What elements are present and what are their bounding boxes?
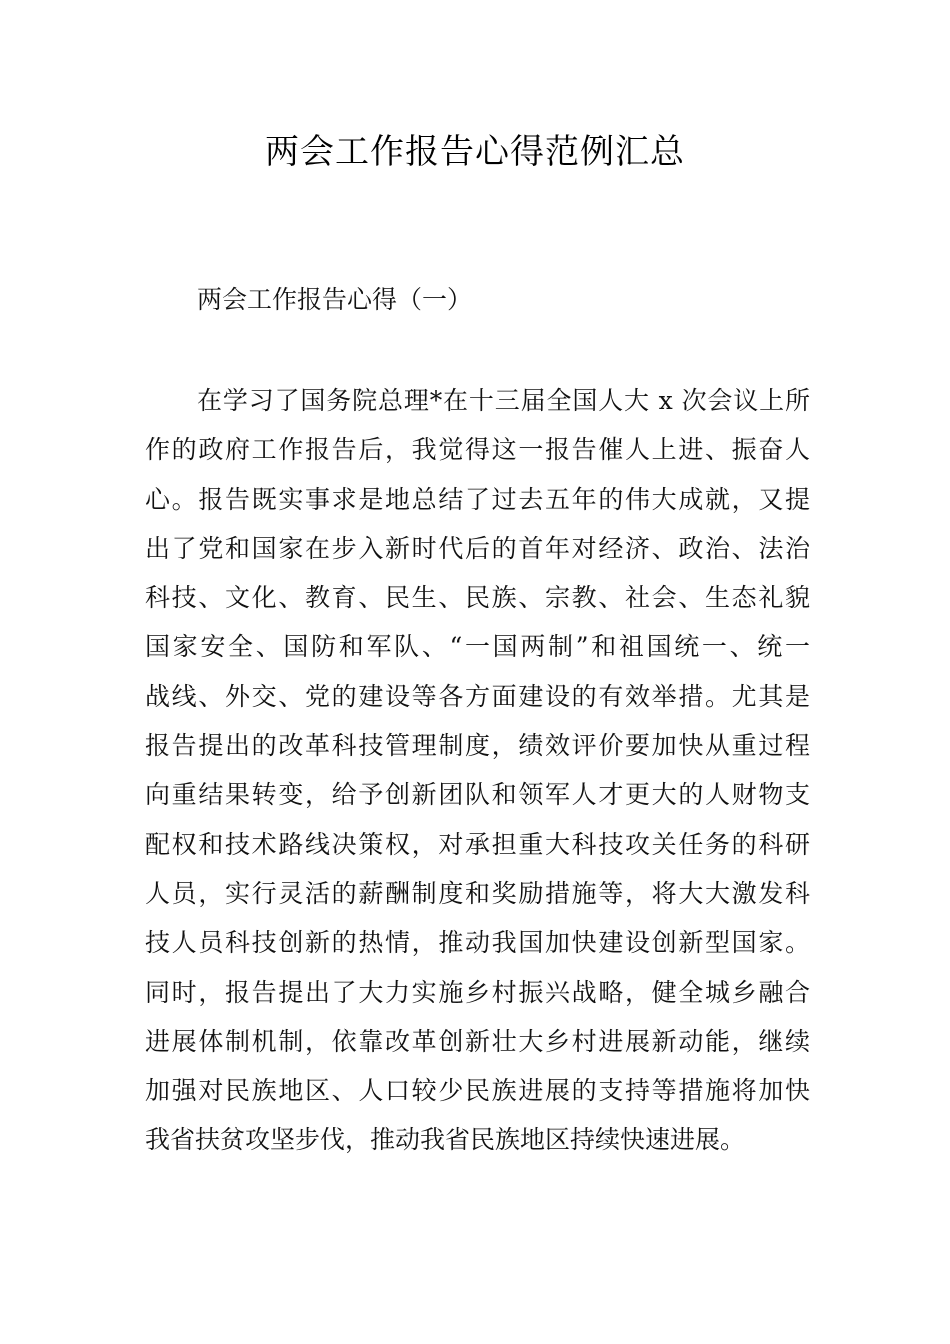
section-heading: 两会工作报告心得（一） [197,285,473,314]
paragraph-line: 在学习了国务院总理*在十三届全国人大 x 次会议上所 [197,386,810,415]
paragraph-line: 同时，报告提出了大力实施乡村振兴战略，健全城乡融合 [145,977,810,1007]
paragraph-line: 出了党和国家在步入新时代后的首年对经济、政治、法治 [145,533,810,563]
paragraph-line: 战线、外交、党的建设等各方面建设的有效举措。尤其是 [145,681,810,711]
paragraph-line: 作的政府工作报告后，我觉得这一报告催人上进、振奋人 [145,435,810,465]
paragraph-line: 向重结果转变，给予创新团队和领军人才更大的人财物支 [145,780,810,810]
paragraph-line: 报告提出的改革科技管理制度，绩效评价要加快从重过程 [145,731,810,761]
paragraph-line: 进展体制机制，依靠改革创新壮大乡村进展新动能，继续 [145,1026,810,1056]
paragraph-line: 加强对民族地区、人口较少民族进展的支持等措施将加快 [145,1076,810,1106]
paragraph-line: 技人员科技创新的热情，推动我国加快建设创新型国家。 [145,928,810,958]
paragraph-line: 国家安全、国防和军队、“一国两制”和祖国统一、统一 [145,632,810,662]
body-paragraph [145,376,810,1165]
paragraph-line: 心。报告既实事求是地总结了过去五年的伟大成就，又提 [145,484,810,514]
paragraph-line: 科技、文化、教育、民生、民族、宗教、社会、生态礼貌 [145,583,810,613]
paragraph-line: 人员，实行灵活的薪酬制度和奖励措施等，将大大激发科 [145,878,810,908]
paragraph-line: 配权和技术路线决策权，对承担重大科技攻关任务的科研 [145,829,810,859]
document-title: 两会工作报告心得范例汇总 [265,132,685,172]
paragraph-line: 我省扶贫攻坚步伐，推动我省民族地区持续快速进展。 [145,1125,746,1155]
